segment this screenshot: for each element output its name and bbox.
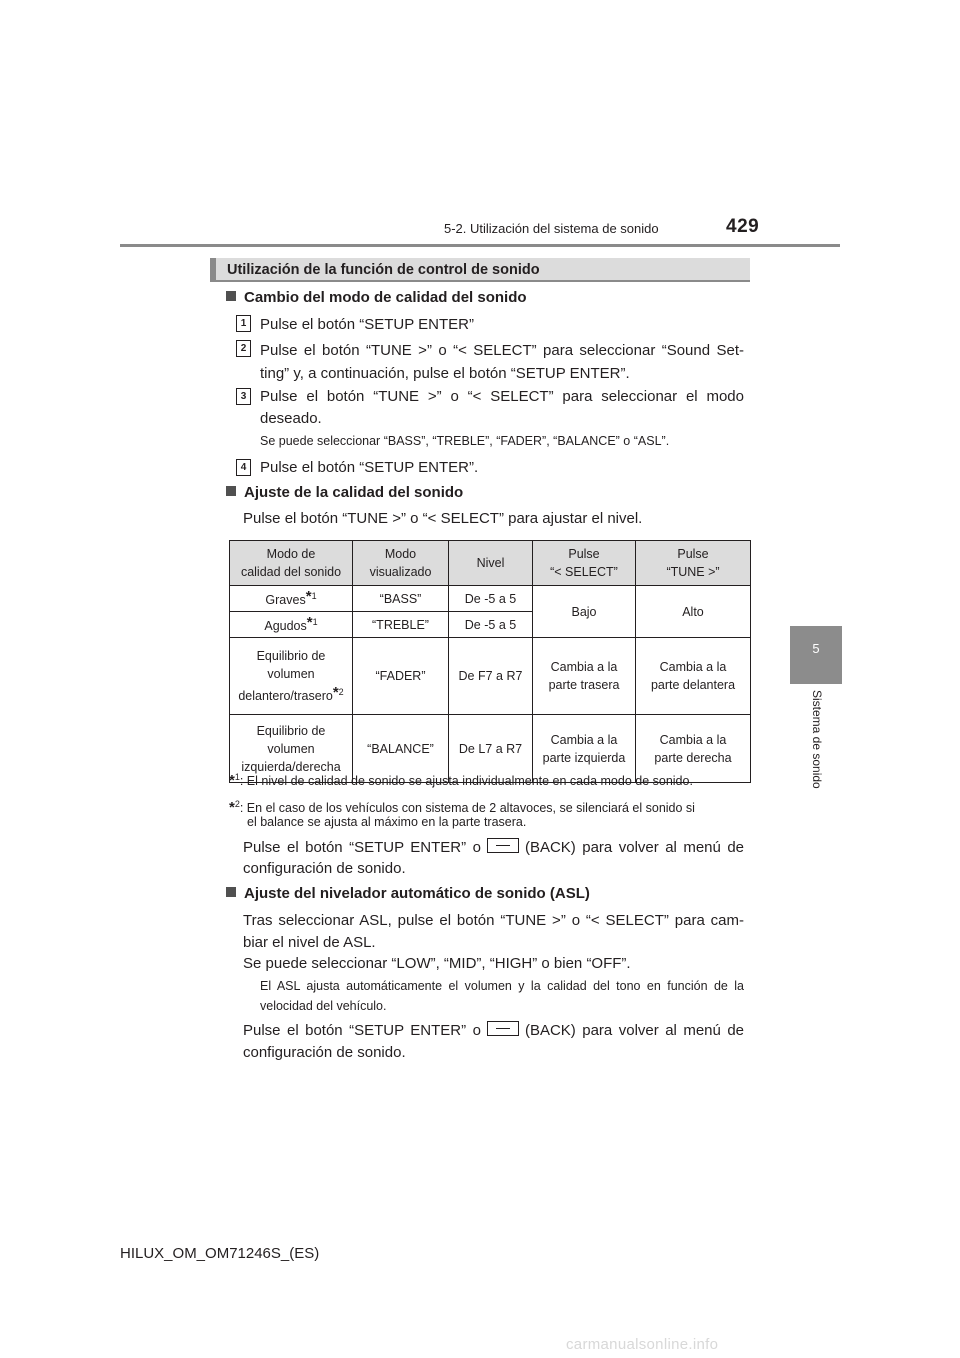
subheading-text: Ajuste del nivelador automático de sonido (ASL) bbox=[244, 885, 590, 902]
subheading-asl bbox=[226, 885, 590, 902]
document-footer-code: HILUX_OM_OM71246S_(ES) bbox=[120, 1245, 320, 1262]
section-heading bbox=[210, 258, 750, 282]
subheading-text: Ajuste de la calidad del sonido bbox=[244, 484, 464, 501]
back-button-icon bbox=[487, 838, 519, 853]
asl-line3: Se puede seleccionar “LOW”, “MID”, “HIGH” o bien “OFF”. bbox=[243, 955, 631, 972]
square-bullet-icon bbox=[226, 291, 236, 301]
sound-quality-text: Pulse el botón “TUNE >” o “< SELECT” para ajustar el nivel. bbox=[243, 510, 643, 527]
table-cell-select-merged: Bajo bbox=[533, 586, 636, 638]
footnote-2: *$^2$: En el caso de los vehículos con sistema de 2 altavoces, se silenciará el sonido si bbox=[229, 799, 695, 817]
back-paragraph2-line1: Pulse el botón “SETUP ENTER” o (BACK) para volver al menú de bbox=[243, 1022, 745, 1039]
table-cell-mode: Equilibrio de volumen izquierda/derecha bbox=[230, 715, 353, 783]
table-cell-level: De -5 a 5 bbox=[449, 586, 533, 612]
footnote-2-line2: el balance se ajusta al máximo en la parte trasera. bbox=[247, 815, 527, 829]
subheading-sound-quality bbox=[226, 484, 463, 501]
table-header-cell: Modo de calidad del sonido bbox=[230, 541, 353, 586]
back-paragraph2-line2: configuración de sonido. bbox=[243, 1044, 406, 1061]
header-rule bbox=[120, 244, 840, 247]
table-cell-display: “BASS” bbox=[353, 586, 449, 612]
sound-mode-table bbox=[229, 540, 751, 783]
chapter-tab-number: 5 bbox=[812, 641, 820, 656]
table-row bbox=[230, 638, 751, 715]
table-cell-mode: Graves*$^1$ bbox=[230, 586, 353, 612]
table-cell-display: “FADER” bbox=[353, 638, 449, 715]
footnote-1: *$^1$: El nivel de calidad de sonido se ajusta individualmente en cada modo de sonido. bbox=[229, 772, 693, 790]
step-number-2: 2 bbox=[236, 340, 251, 357]
table-cell-select: Cambia a la parte trasera bbox=[533, 638, 636, 715]
back-button-icon bbox=[487, 1021, 519, 1036]
step-3-line1: Pulse el botón “TUNE >” o “< SELECT” para seleccionar el modo bbox=[260, 388, 744, 405]
table-header-cell: Modo visualizado bbox=[353, 541, 449, 586]
table-cell-select: Cambia a la parte izquierda bbox=[533, 715, 636, 783]
step-2-line2: ting” y, a continuación, pulse el botón “SETUP ENTER”. bbox=[260, 365, 630, 382]
table-cell-mode: Equilibrio de volumen delantero/trasero*$^2$ bbox=[230, 638, 353, 715]
step-1-text: Pulse el botón “SETUP ENTER” bbox=[260, 316, 474, 333]
table-header-cell: Pulse “< SELECT” bbox=[533, 541, 636, 586]
table-cell-tune: Cambia a la parte delantera bbox=[636, 638, 751, 715]
section-heading-text: Utilización de la función de control de sonido bbox=[227, 262, 540, 278]
table-header-row bbox=[230, 541, 751, 586]
table-cell-mode: Agudos*$^1$ bbox=[230, 612, 353, 638]
asl-note-line1: El ASL ajusta automáticamente el volumen y la calidad del tono en función de la bbox=[260, 979, 744, 993]
chapter-tab-label: Sistema de sonido bbox=[810, 690, 824, 789]
table-header-cell: Nivel bbox=[449, 541, 533, 586]
asl-line2: biar el nivel de ASL. bbox=[243, 934, 376, 951]
step-number-3: 3 bbox=[236, 388, 251, 405]
asl-line1: Tras seleccionar ASL, pulse el botón “TUNE >” o “< SELECT” para cam- bbox=[243, 912, 744, 929]
table-header-cell: Pulse “TUNE >” bbox=[636, 541, 751, 586]
table-cell-display: “TREBLE” bbox=[353, 612, 449, 638]
table-cell-tune-merged: Alto bbox=[636, 586, 751, 638]
table-cell-tune: Cambia a la parte derecha bbox=[636, 715, 751, 783]
asl-note-line2: velocidad del vehículo. bbox=[260, 999, 387, 1013]
step-number-4: 4 bbox=[236, 459, 251, 476]
subheading-sound-mode bbox=[226, 289, 527, 306]
header-section-title: 5-2. Utilización del sistema de sonido bbox=[444, 221, 659, 236]
table-cell-display: “BALANCE” bbox=[353, 715, 449, 783]
back-paragraph-line2: configuración de sonido. bbox=[243, 860, 406, 877]
step-3-note: Se puede seleccionar “BASS”, “TREBLE”, “FADER”, “BALANCE” o “ASL”. bbox=[260, 434, 670, 448]
step-3-line2: deseado. bbox=[260, 410, 322, 427]
subheading-text: Cambio del modo de calidad del sonido bbox=[244, 289, 527, 306]
section-heading-bar bbox=[210, 258, 216, 282]
table-cell-level: De F7 a R7 bbox=[449, 638, 533, 715]
table-cell-level: De -5 a 5 bbox=[449, 612, 533, 638]
watermark: carmanualsonline.info bbox=[566, 1336, 719, 1353]
step-4-text: Pulse el botón “SETUP ENTER”. bbox=[260, 459, 479, 476]
square-bullet-icon bbox=[226, 486, 236, 496]
step-number-1: 1 bbox=[236, 315, 251, 332]
step-2-line1: Pulse el botón “TUNE >” o “< SELECT” para seleccionar “Sound Set- bbox=[260, 342, 744, 359]
square-bullet-icon bbox=[226, 887, 236, 897]
table-cell-level: De L7 a R7 bbox=[449, 715, 533, 783]
back-paragraph-line1: Pulse el botón “SETUP ENTER” o (BACK) para volver al menú de bbox=[243, 839, 745, 856]
page-number: 429 bbox=[726, 216, 760, 237]
table-row bbox=[230, 586, 751, 612]
